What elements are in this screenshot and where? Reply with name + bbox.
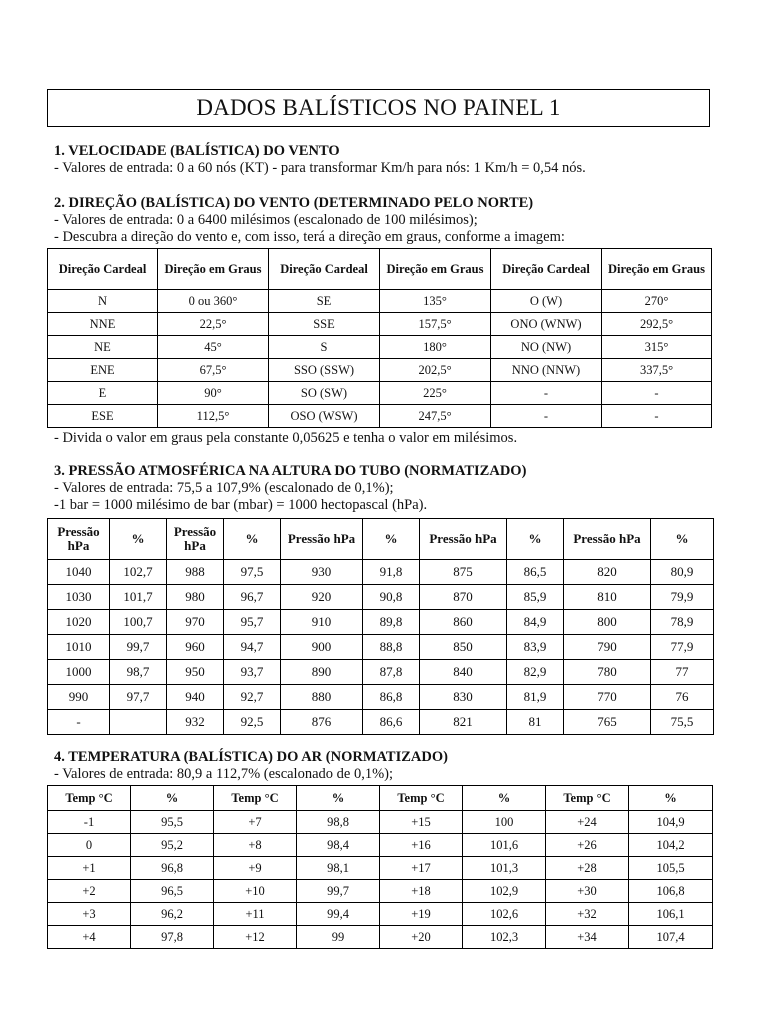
section-2-line-1: - Valores de entrada: 0 a 6400 milésimos (escalonado de 100 milésimos); <box>54 212 478 228</box>
table-row <box>48 926 713 949</box>
table-row <box>48 857 713 880</box>
table-cell: NE <box>48 336 158 359</box>
table-cell: 800 <box>564 610 651 635</box>
column-header: Direção Cardeal <box>48 249 158 290</box>
column-header: Pressão hPa <box>167 519 224 560</box>
column-header: % <box>297 786 380 811</box>
table-cell: 99,4 <box>297 903 380 926</box>
table-cell: +8 <box>214 834 297 857</box>
table-row <box>48 382 712 405</box>
table-cell: 87,8 <box>363 660 420 685</box>
table-cell: - <box>602 405 712 428</box>
table-cell: 870 <box>420 585 507 610</box>
table-cell: 92,5 <box>224 710 281 735</box>
table-cell: 104,9 <box>629 811 713 834</box>
table-cell: 92,7 <box>224 685 281 710</box>
section-4-line-1: - Valores de entrada: 80,9 a 112,7% (escalonado de 0,1%); <box>54 766 394 782</box>
table-cell: +26 <box>546 834 629 857</box>
column-header: % <box>629 786 713 811</box>
table-cell: 980 <box>167 585 224 610</box>
table-cell: +1 <box>48 857 131 880</box>
section-pressure <box>54 463 526 514</box>
table-cell: 95,7 <box>224 610 281 635</box>
table-row <box>48 880 713 903</box>
table-cell: 67,5° <box>158 359 269 382</box>
column-header: Direção em Graus <box>380 249 491 290</box>
table-cell: +30 <box>546 880 629 903</box>
section-wind-speed <box>54 143 586 177</box>
table-cell: 82,9 <box>507 660 564 685</box>
table-cell: N <box>48 290 158 313</box>
table-row <box>48 710 714 735</box>
table-cell: 292,5° <box>602 313 712 336</box>
table-cell: SO (SW) <box>269 382 380 405</box>
table-cell: +3 <box>48 903 131 926</box>
table-cell: 102,6 <box>463 903 546 926</box>
table-cell: +4 <box>48 926 131 949</box>
table-cell: 780 <box>564 660 651 685</box>
table-cell: +9 <box>214 857 297 880</box>
table-row <box>48 290 712 313</box>
table-cell: 990 <box>48 685 110 710</box>
table-cell: 970 <box>167 610 224 635</box>
table-row <box>48 313 712 336</box>
table-cell: 180° <box>380 336 491 359</box>
table-cell: S <box>269 336 380 359</box>
table-cell: 99,7 <box>297 880 380 903</box>
column-header: Temp °C <box>380 786 463 811</box>
table-cell: 157,5° <box>380 313 491 336</box>
table-cell: 225° <box>380 382 491 405</box>
table-cell: 96,5 <box>131 880 214 903</box>
table-cell: 102,7 <box>110 560 167 585</box>
table-cell: 1020 <box>48 610 110 635</box>
table-cell: 337,5° <box>602 359 712 382</box>
table-cell: 765 <box>564 710 651 735</box>
table-cell: 860 <box>420 610 507 635</box>
table-cell: ENE <box>48 359 158 382</box>
table-cell: - <box>491 382 602 405</box>
table-cell: 77,9 <box>651 635 714 660</box>
table-cell: ONO (WNW) <box>491 313 602 336</box>
table-cell: 86,6 <box>363 710 420 735</box>
section-wind-direction <box>54 195 565 246</box>
table-cell: 988 <box>167 560 224 585</box>
table-cell: 940 <box>167 685 224 710</box>
wind-direction-table <box>47 248 712 428</box>
column-header: Direção em Graus <box>158 249 269 290</box>
column-header: Temp °C <box>546 786 629 811</box>
table-cell: 920 <box>281 585 363 610</box>
table-cell: +34 <box>546 926 629 949</box>
table-cell: ESE <box>48 405 158 428</box>
table-cell: 790 <box>564 635 651 660</box>
table-cell: +12 <box>214 926 297 949</box>
table-cell: 78,9 <box>651 610 714 635</box>
section-3-line-2: -1 bar = 1000 milésimo de bar (mbar) = 1000 hectopascal (hPa). <box>54 497 428 513</box>
table-cell: 876 <box>281 710 363 735</box>
table-cell: +28 <box>546 857 629 880</box>
table-cell: 112,5° <box>158 405 269 428</box>
table-cell: 84,9 <box>507 610 564 635</box>
table-cell: 93,7 <box>224 660 281 685</box>
table-cell: - <box>48 710 110 735</box>
table-cell: 101,3 <box>463 857 546 880</box>
table-cell: 90,8 <box>363 585 420 610</box>
table-cell: 45° <box>158 336 269 359</box>
table-cell: 106,1 <box>629 903 713 926</box>
table-row <box>48 635 714 660</box>
table-cell: 81,9 <box>507 685 564 710</box>
column-header: % <box>110 519 167 560</box>
table-cell: 100,7 <box>110 610 167 635</box>
table-cell: 102,9 <box>463 880 546 903</box>
table-row <box>48 585 714 610</box>
table-header-row <box>48 249 712 290</box>
table-cell: 930 <box>281 560 363 585</box>
table-cell: +15 <box>380 811 463 834</box>
table-cell: 79,9 <box>651 585 714 610</box>
table-cell: SSO (SSW) <box>269 359 380 382</box>
column-header: Pressão hPa <box>281 519 363 560</box>
table-cell: +19 <box>380 903 463 926</box>
table-cell: - <box>491 405 602 428</box>
table-cell: 880 <box>281 685 363 710</box>
column-header: Temp °C <box>214 786 297 811</box>
column-header: Direção em Graus <box>602 249 712 290</box>
table-cell: 910 <box>281 610 363 635</box>
page-title: DADOS BALÍSTICOS NO PAINEL 1 <box>47 89 710 127</box>
table-cell: 850 <box>420 635 507 660</box>
table-cell: 135° <box>380 290 491 313</box>
table-cell: 96,8 <box>131 857 214 880</box>
table-cell: 0 ou 360° <box>158 290 269 313</box>
table-row <box>48 610 714 635</box>
table-cell: 96,2 <box>131 903 214 926</box>
table-cell: +2 <box>48 880 131 903</box>
table-cell: 85,9 <box>507 585 564 610</box>
section-1-line-1: - Valores de entrada: 0 a 60 nós (KT) - para transformar Km/h para nós: 1 Km/h = 0,54 nós. <box>54 160 586 176</box>
table-cell: 97,7 <box>110 685 167 710</box>
table-cell: 89,8 <box>363 610 420 635</box>
table-cell: 76 <box>651 685 714 710</box>
column-header: % <box>507 519 564 560</box>
temperature-table <box>47 785 713 949</box>
table-cell: 1030 <box>48 585 110 610</box>
section-3-line-1: - Valores de entrada: 75,5 a 107,9% (escalonado de 0,1%); <box>54 480 394 496</box>
table-cell: 202,5° <box>380 359 491 382</box>
table-cell: 107,4 <box>629 926 713 949</box>
section-3-heading: 3. PRESSÃO ATMOSFÉRICA NA ALTURA DO TUBO (NORMATIZADO) <box>54 463 527 479</box>
table-cell: 100 <box>463 811 546 834</box>
table-row <box>48 685 714 710</box>
table-cell: +16 <box>380 834 463 857</box>
table-row <box>48 359 712 382</box>
table-cell: NNO (NNW) <box>491 359 602 382</box>
table-header-row <box>48 519 714 560</box>
table-cell: 80,9 <box>651 560 714 585</box>
table-header-row <box>48 786 713 811</box>
table-cell: 99 <box>297 926 380 949</box>
table-cell: 86,5 <box>507 560 564 585</box>
table-row <box>48 560 714 585</box>
table-cell: - <box>602 382 712 405</box>
column-header: Direção Cardeal <box>269 249 380 290</box>
section-1-heading: 1. VELOCIDADE (BALÍSTICA) DO VENTO <box>54 143 340 159</box>
table-cell: NO (NW) <box>491 336 602 359</box>
table-cell: 90° <box>158 382 269 405</box>
table-cell: +20 <box>380 926 463 949</box>
table-row <box>48 903 713 926</box>
column-header: Temp °C <box>48 786 131 811</box>
table-cell: 83,9 <box>507 635 564 660</box>
table-cell: 81 <box>507 710 564 735</box>
column-header: Pressão hPa <box>420 519 507 560</box>
table-cell: 88,8 <box>363 635 420 660</box>
table-cell: 75,5 <box>651 710 714 735</box>
table-cell: 890 <box>281 660 363 685</box>
column-header: Direção Cardeal <box>491 249 602 290</box>
table-cell: O (W) <box>491 290 602 313</box>
table-cell: SE <box>269 290 380 313</box>
table-cell: +7 <box>214 811 297 834</box>
table-cell: +24 <box>546 811 629 834</box>
table-cell: 77 <box>651 660 714 685</box>
column-header: Pressão hPa <box>564 519 651 560</box>
table-cell: 95,5 <box>131 811 214 834</box>
table-row <box>48 336 712 359</box>
table-row <box>48 834 713 857</box>
table-cell <box>110 710 167 735</box>
table-cell: 104,2 <box>629 834 713 857</box>
table-cell: 315° <box>602 336 712 359</box>
table-cell: SSE <box>269 313 380 336</box>
column-header: % <box>224 519 281 560</box>
table-row <box>48 405 712 428</box>
table-cell: 86,8 <box>363 685 420 710</box>
column-header: % <box>463 786 546 811</box>
table-cell: +32 <box>546 903 629 926</box>
table-cell: 960 <box>167 635 224 660</box>
table-cell: 98,7 <box>110 660 167 685</box>
table-cell: 97,5 <box>224 560 281 585</box>
table-cell: 875 <box>420 560 507 585</box>
table-cell: 98,1 <box>297 857 380 880</box>
table-cell: OSO (WSW) <box>269 405 380 428</box>
table-cell: -1 <box>48 811 131 834</box>
table-cell: 99,7 <box>110 635 167 660</box>
table-cell: 101,6 <box>463 834 546 857</box>
table-cell: 98,4 <box>297 834 380 857</box>
table-cell: 105,5 <box>629 857 713 880</box>
table-cell: 94,7 <box>224 635 281 660</box>
column-header: % <box>363 519 420 560</box>
table-cell: 820 <box>564 560 651 585</box>
pressure-table <box>47 518 714 735</box>
table-cell: 101,7 <box>110 585 167 610</box>
column-header: % <box>651 519 714 560</box>
table-cell: 950 <box>167 660 224 685</box>
table-cell: 1040 <box>48 560 110 585</box>
table-cell: +10 <box>214 880 297 903</box>
table-cell: NNE <box>48 313 158 336</box>
section-2-heading: 2. DIREÇÃO (BALÍSTICA) DO VENTO (DETERMINADO PELO NORTE) <box>54 195 534 211</box>
table-cell: 821 <box>420 710 507 735</box>
table-cell: 1000 <box>48 660 110 685</box>
column-header: Pressão hPa <box>48 519 110 560</box>
section-temperature <box>54 749 448 783</box>
table-cell: 95,2 <box>131 834 214 857</box>
column-header: % <box>131 786 214 811</box>
table-cell: 932 <box>167 710 224 735</box>
table-cell: 22,5° <box>158 313 269 336</box>
section-2-note: - Divida o valor em graus pela constante 0,05625 e tenha o valor em milésimos. <box>54 430 518 446</box>
section-4-heading: 4. TEMPERATURA (BALÍSTICA) DO AR (NORMATIZADO) <box>54 749 448 765</box>
table-cell: 270° <box>602 290 712 313</box>
table-cell: 900 <box>281 635 363 660</box>
table-cell: 770 <box>564 685 651 710</box>
table-cell: +17 <box>380 857 463 880</box>
table-cell: 106,8 <box>629 880 713 903</box>
table-cell: 96,7 <box>224 585 281 610</box>
section-2-line-2: - Descubra a direção do vento e, com isso, terá a direção em graus, conforme a imagem: <box>54 229 565 245</box>
table-cell: 97,8 <box>131 926 214 949</box>
table-cell: +11 <box>214 903 297 926</box>
table-cell: 98,8 <box>297 811 380 834</box>
table-cell: 102,3 <box>463 926 546 949</box>
table-cell: 247,5° <box>380 405 491 428</box>
table-cell: 0 <box>48 834 131 857</box>
table-cell: +18 <box>380 880 463 903</box>
table-row <box>48 811 713 834</box>
table-cell: 830 <box>420 685 507 710</box>
table-cell: E <box>48 382 158 405</box>
table-row <box>48 660 714 685</box>
table-cell: 810 <box>564 585 651 610</box>
table-cell: 1010 <box>48 635 110 660</box>
table-cell: 91,8 <box>363 560 420 585</box>
table-cell: 840 <box>420 660 507 685</box>
